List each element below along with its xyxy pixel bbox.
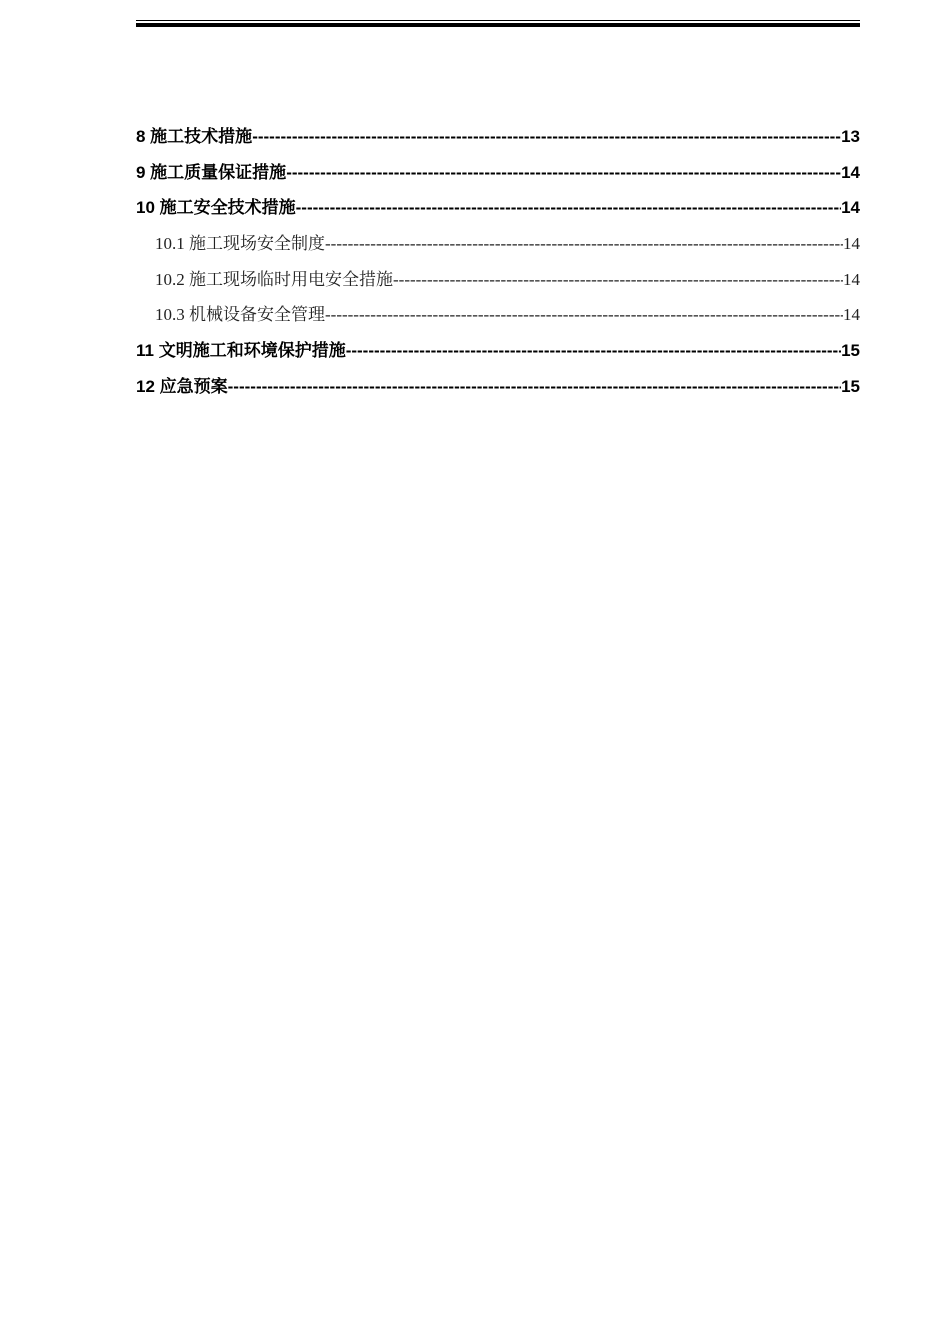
toc-entry-page: 14 [843, 234, 860, 254]
toc-entry-11[interactable] [136, 337, 860, 373]
toc-entry-title: 10.3 机械设备安全管理 [155, 305, 325, 325]
toc-entry-10-3[interactable] [136, 301, 860, 337]
toc-entry-page: 14 [841, 162, 860, 182]
toc-leader-dashes [346, 337, 841, 365]
toc-entry-page: 13 [841, 127, 860, 146]
toc-entry-page: 14 [843, 269, 860, 289]
toc-leader-dashes [325, 301, 843, 329]
toc-leader-dashes [228, 373, 841, 401]
table-of-contents [136, 123, 860, 409]
header-rule-thin-line [136, 20, 860, 21]
header-rule-thick-line [136, 23, 860, 27]
toc-leader-dashes [286, 159, 841, 187]
toc-entry-title: 10 施工安全技术措施 [136, 198, 296, 218]
header-rule [136, 20, 860, 28]
toc-leader-dashes [393, 266, 843, 294]
toc-entry-title: 11 文明施工和环境保护措施 [136, 341, 346, 361]
toc-entry-10-2[interactable] [136, 266, 860, 302]
toc-entry-title: 10.1 施工现场安全制度 [155, 234, 325, 254]
toc-entry-page: 15 [841, 341, 860, 361]
toc-entry-10[interactable] [136, 194, 860, 230]
toc-entry-page: 14 [841, 198, 860, 218]
toc-entry-12[interactable] [136, 373, 860, 409]
toc-leader-dashes [252, 123, 841, 151]
toc-entry-title: 8 施工技术措施 [136, 127, 253, 146]
toc-entry-9[interactable] [136, 159, 860, 195]
toc-entry-8[interactable] [136, 123, 860, 159]
toc-entry-title: 12 应急预案 [136, 376, 228, 396]
toc-leader-dashes [296, 194, 841, 222]
toc-entry-title: 10.2 施工现场临时用电安全措施 [155, 269, 393, 289]
toc-leader-dashes [325, 230, 843, 258]
toc-entry-10-1[interactable] [136, 230, 860, 266]
toc-entry-title: 9 施工质量保证措施 [136, 162, 287, 182]
toc-entry-page: 14 [843, 305, 860, 325]
toc-entry-page: 15 [841, 376, 860, 396]
